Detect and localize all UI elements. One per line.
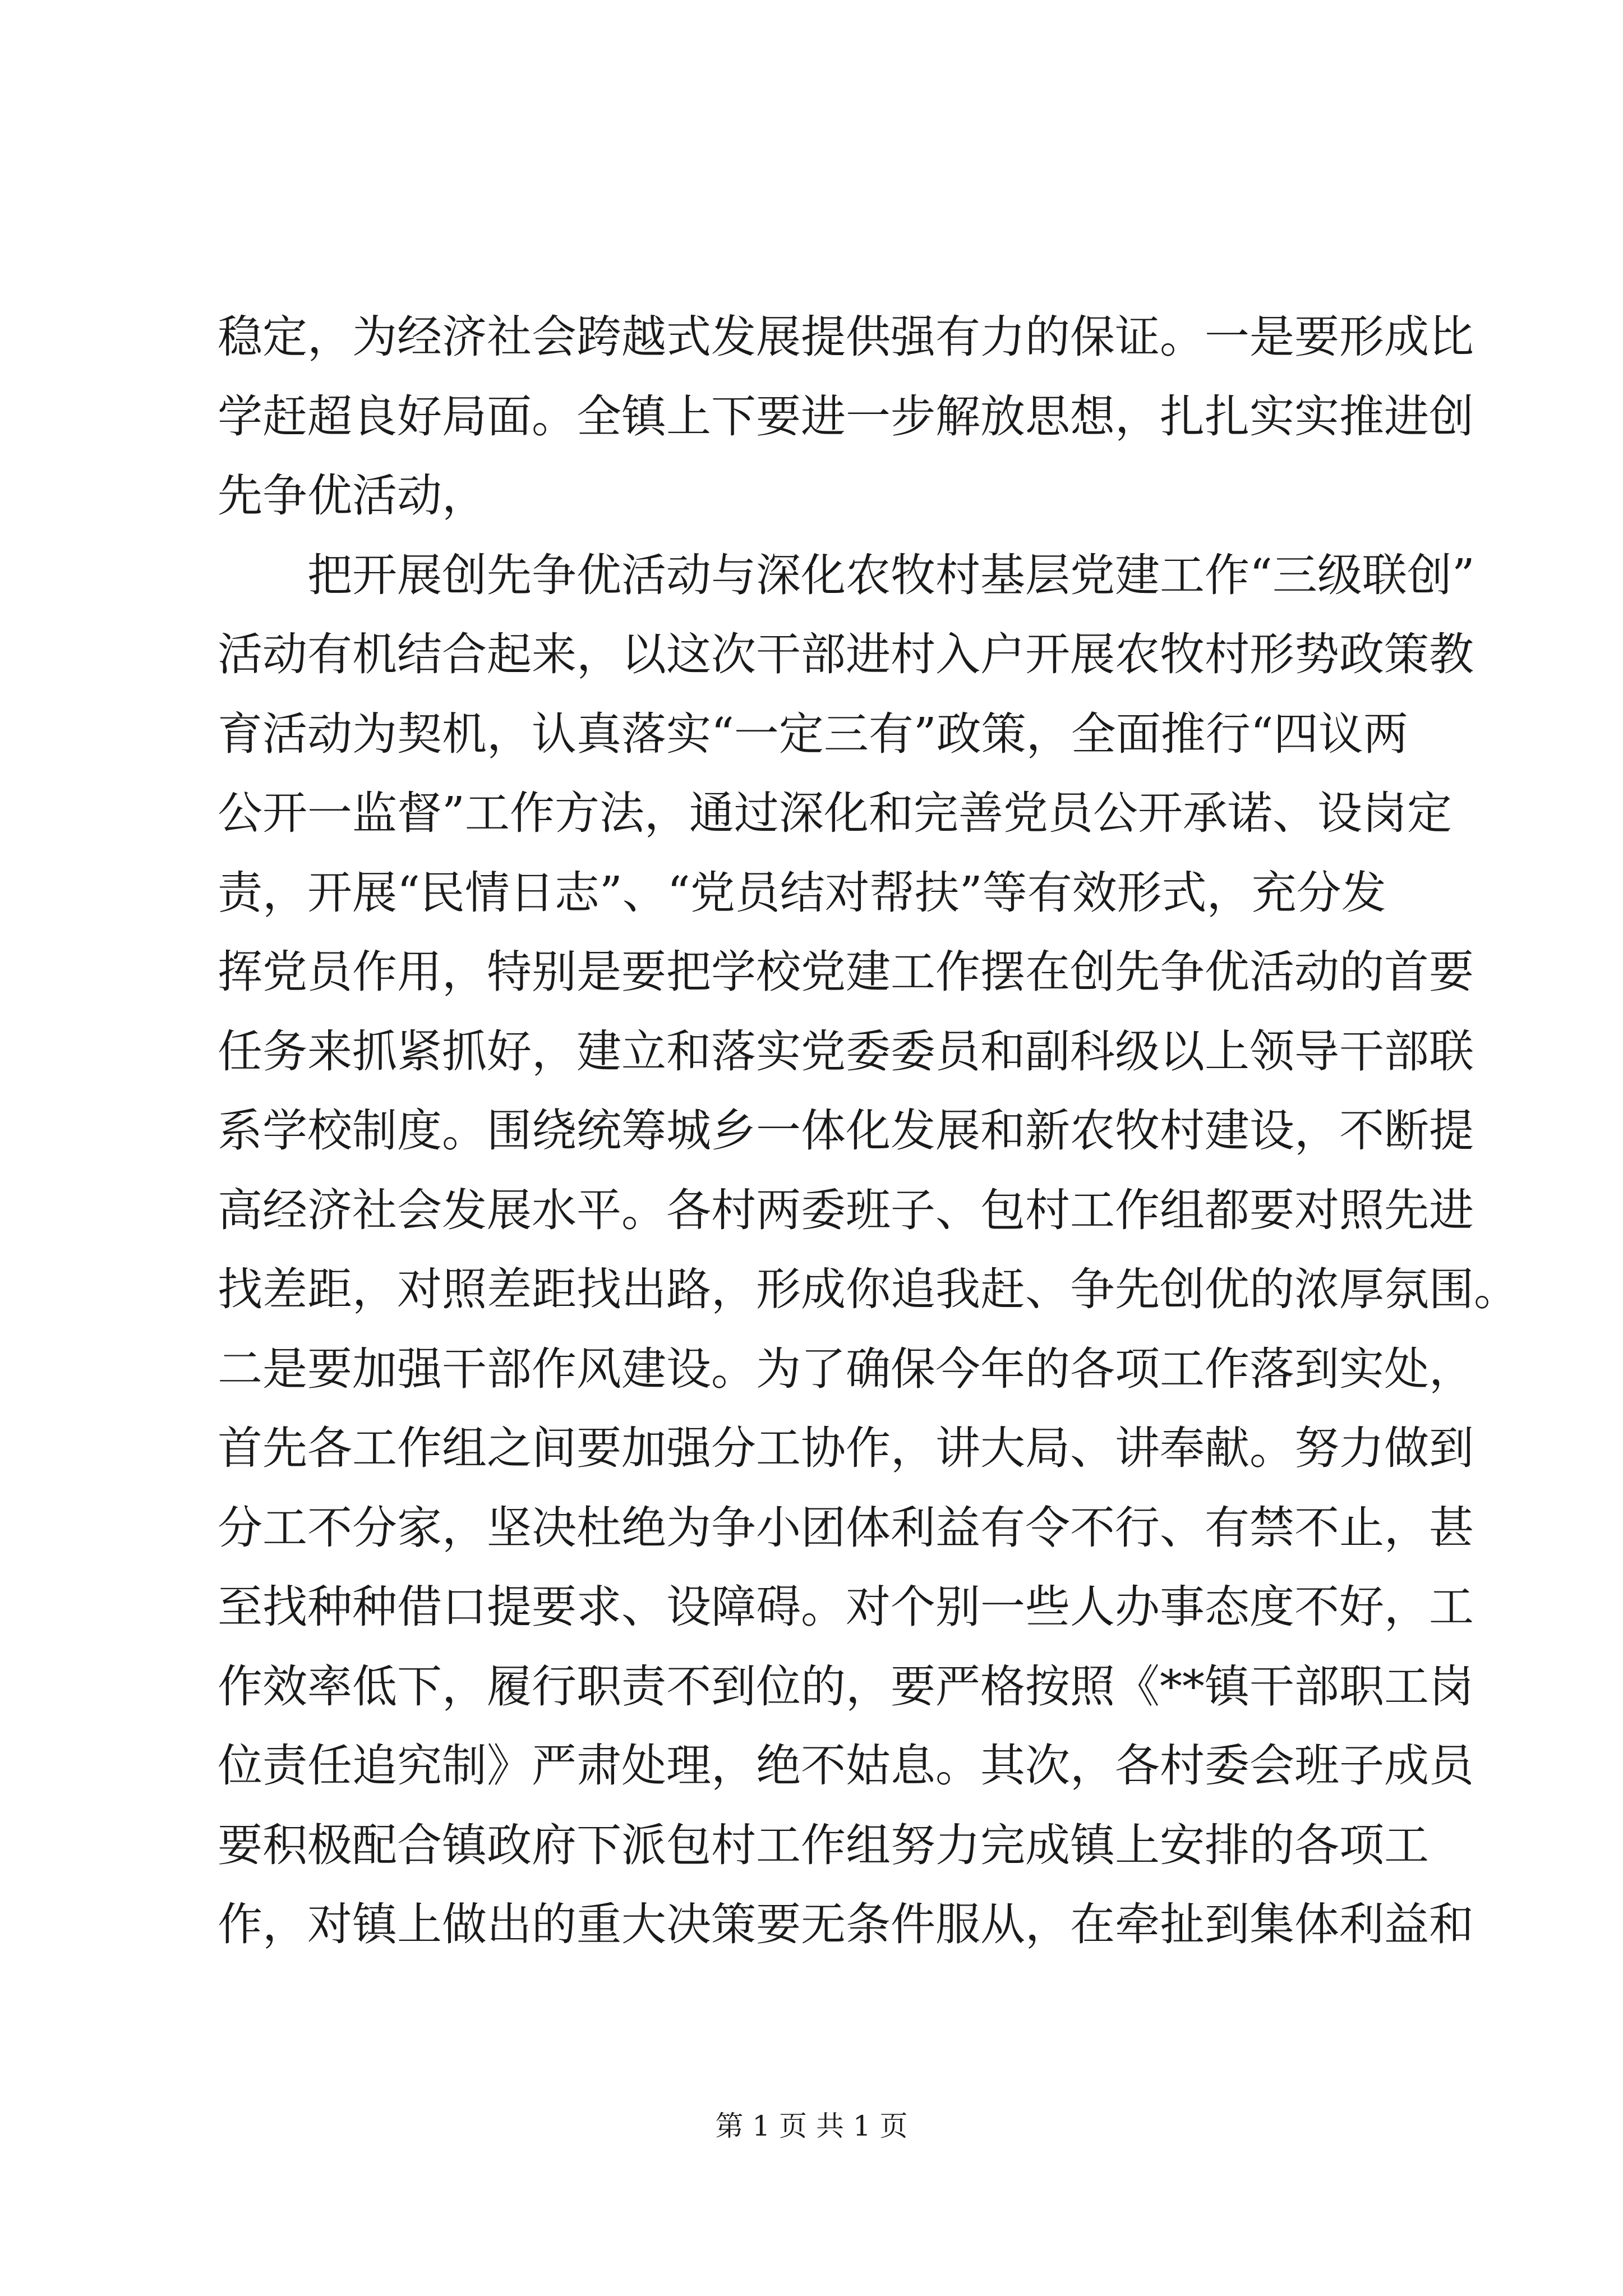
- text-line: 要积极配合镇政府下派包村工作组努力完成镇上安排的各项工: [218, 1819, 1429, 1871]
- text-line: 高经济社会发展水平。各村两委班子、包村工作组都要对照先进: [218, 1184, 1474, 1236]
- text-line: 育活动为契机，认真落实“一定三有”政策，全面推行“四议两: [218, 707, 1408, 760]
- text-line: 找差距，对照差距找出路，形成你追我赶、争先创优的浓厚氛围。: [218, 1263, 1519, 1315]
- text-line: 至找种种借口提要求、设障碍。对个别一些人办事态度不好，工: [218, 1581, 1474, 1633]
- text-line: 作效率低下，履行职责不到位的，要严格按照《**镇干部职工岗: [218, 1660, 1474, 1713]
- document-body: [218, 297, 1519, 1964]
- text-line: 位责任追究制》严肃处理，绝不姑息。其次，各村委会班子成员: [218, 1740, 1474, 1792]
- text-line: 公开一监督”工作方法，通过深化和完善党员公开承诺、设岗定: [218, 787, 1452, 839]
- page-footer: 第 1 页 共 1 页: [715, 2110, 908, 2142]
- text-line: 二是要加强干部作风建设。为了确保今年的各项工作落到实处，: [218, 1342, 1474, 1395]
- text-line: 责，开展“民情日志”、“党员结对帮扶”等有效形式，充分发: [218, 866, 1386, 919]
- text-line: 挥党员作用，特别是要把学校党建工作摆在创先争优活动的首要: [218, 946, 1474, 998]
- text-line: 任务来抓紧抓好，建立和落实党委委员和副科级以上领导干部联: [218, 1025, 1474, 1078]
- text-line: 活动有机结合起来，以这次干部进村入户开展农牧村形势政策教: [218, 628, 1474, 680]
- text-line: 稳定，为经济社会跨越式发展提供强有力的保证。一是要形成比: [218, 311, 1474, 363]
- text-line: 先争优活动，: [218, 470, 487, 522]
- paragraph-first-line: 把开展创先争优活动与深化农牧村基层党建工作“三级联创”: [307, 549, 1475, 601]
- text-line: 首先各工作组之间要加强分工协作，讲大局、讲奉献。努力做到: [218, 1422, 1474, 1474]
- text-line: 学赶超良好局面。全镇上下要进一步解放思想，扎扎实实推进创: [218, 390, 1474, 443]
- text-line: 系学校制度。围绕统筹城乡一体化发展和新农牧村建设，不断提: [218, 1105, 1474, 1157]
- text-line: 分工不分家，坚决杜绝为争小团体利益有令不行、有禁不止，甚: [218, 1501, 1474, 1554]
- text-line: 作，对镇上做出的重大决策要无条件服从，在牵扯到集体利益和: [218, 1898, 1474, 1950]
